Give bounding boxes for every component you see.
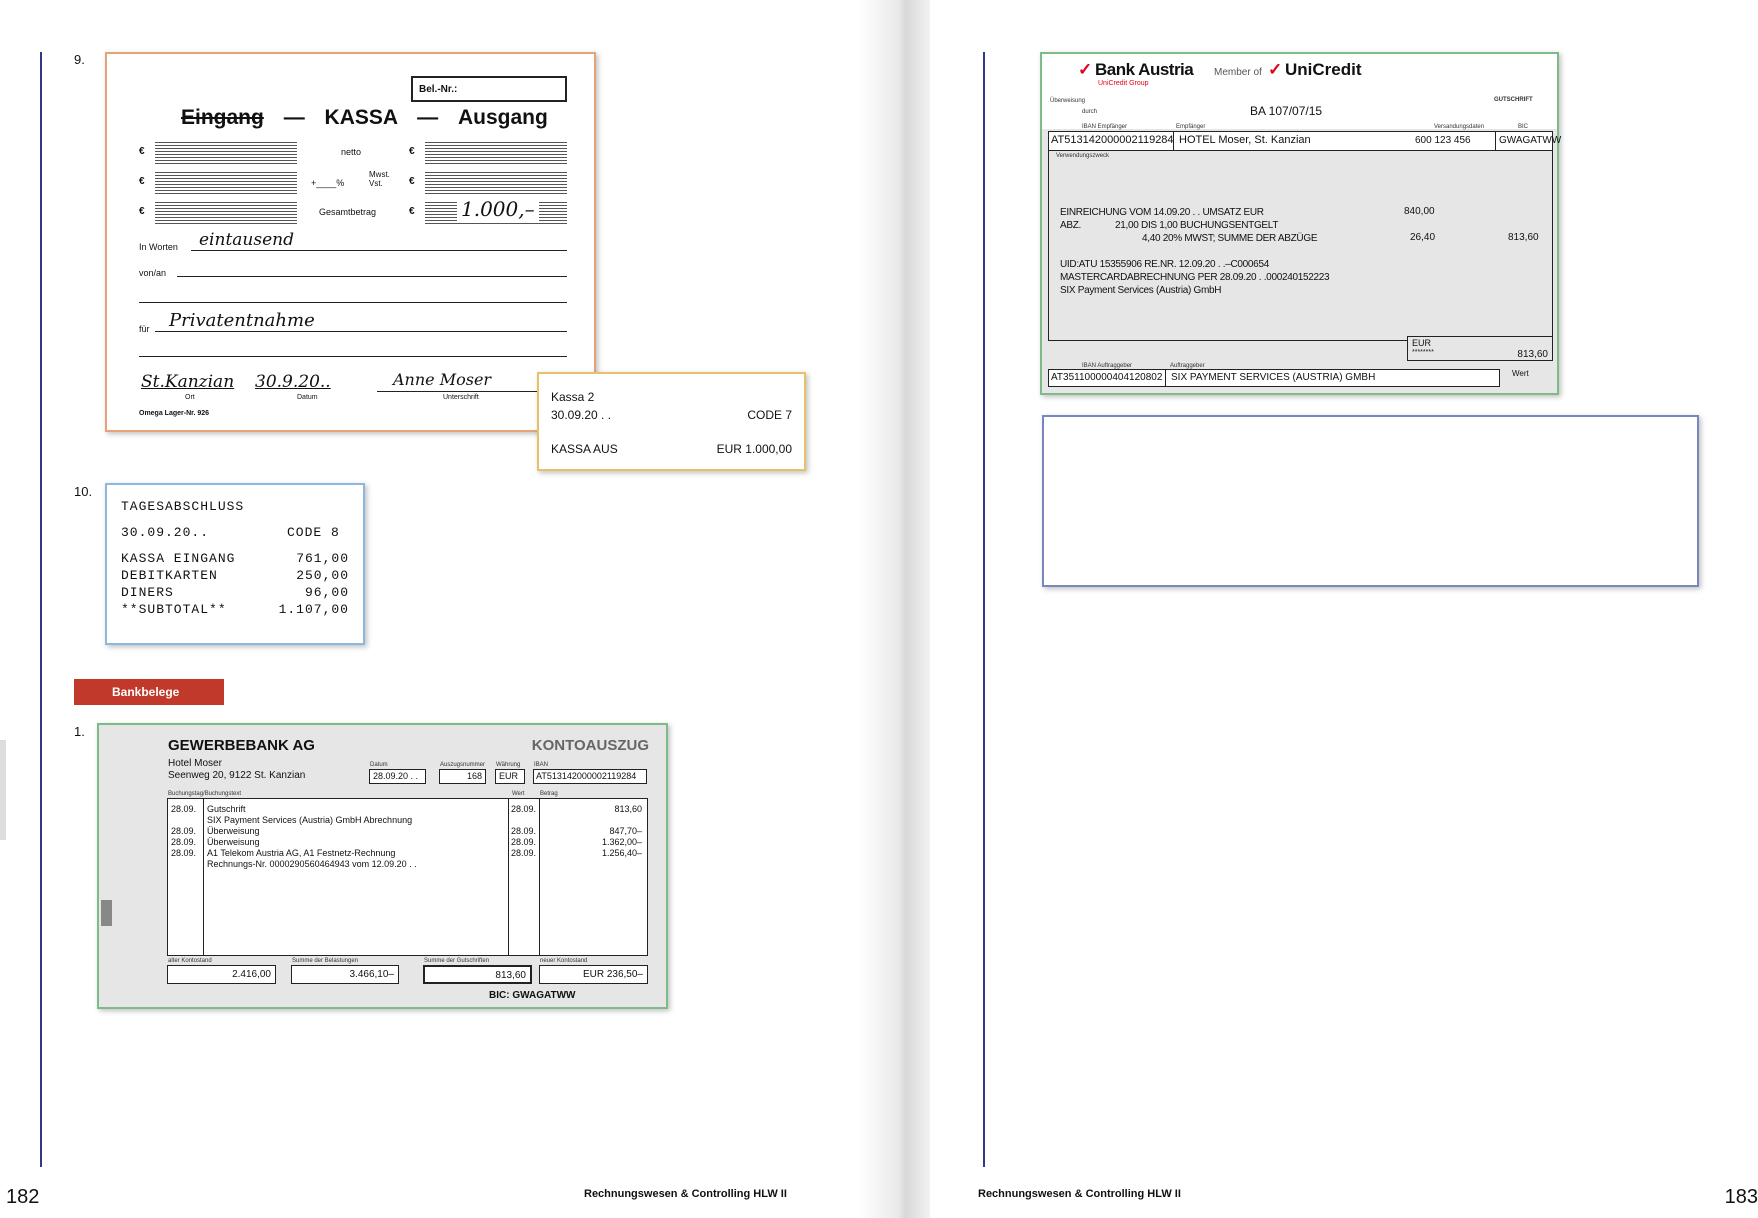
label-vers: Versandungsdaten xyxy=(1434,124,1485,130)
amount-currency: EUR xyxy=(1412,338,1432,348)
datum-value: 28.09.20 . . xyxy=(369,769,426,784)
mwst-vst-label xyxy=(369,170,390,188)
bank-austria-credit-slip xyxy=(1040,52,1562,395)
ueberweisung-label: Überweisung xyxy=(1050,98,1086,104)
underline xyxy=(139,356,567,357)
tx-tag: 28.09. xyxy=(171,837,197,847)
amount-stars: ******** xyxy=(1412,349,1434,356)
item-number-10: 10. xyxy=(74,484,93,499)
net-value: 813,60 xyxy=(1508,232,1539,243)
row-value: 1.107,00 xyxy=(278,602,349,617)
hatched-field xyxy=(425,142,567,164)
abzuege-value: 26,40 xyxy=(1410,232,1436,243)
label-neu: neuer Kontostand xyxy=(540,958,588,964)
underline xyxy=(155,331,567,332)
tx-wert: 28.09. xyxy=(511,848,537,858)
tagesabschluss-receipt xyxy=(105,483,365,645)
kassa-receipt xyxy=(537,372,806,471)
member-of: Member of xyxy=(1214,67,1262,78)
underline xyxy=(191,250,567,251)
zweck-text xyxy=(1060,206,1329,297)
zweck-line: SIX Payment Services (Austria) GmbH xyxy=(1060,285,1222,296)
ort-handwritten: St.Kanzian xyxy=(141,372,235,392)
zweck-abz: ABZ. xyxy=(1060,220,1082,231)
in-worten-label: In Worten xyxy=(139,242,178,252)
tx-tag: 28.09. xyxy=(171,848,197,858)
datum-handwritten: 30.9.20.. xyxy=(255,372,331,392)
label-empf: Empfänger xyxy=(1176,124,1206,130)
tagesabschluss-title: TAGESABSCHLUSS xyxy=(121,499,245,514)
vst-label: Vst. xyxy=(369,179,383,188)
mwst-label: Mwst. xyxy=(369,170,390,179)
waehrung-value: EUR xyxy=(495,769,525,784)
tx-text: A1 Telekom Austria AG, A1 Festnetz-Rechnung xyxy=(207,848,396,858)
euro-sign: € xyxy=(409,176,415,187)
tx-text: Überweisung xyxy=(207,837,260,847)
tagesabschluss-code: CODE 8 xyxy=(287,525,340,540)
label-wert: Wert xyxy=(512,791,525,797)
label-betrag: Betrag xyxy=(540,791,558,797)
page-number-right: 183 xyxy=(1724,1186,1758,1208)
amount-box xyxy=(1407,336,1553,361)
hatched-field xyxy=(155,172,297,194)
tx-tag: 28.09. xyxy=(171,804,197,814)
label-gut: Summe der Gutschriften xyxy=(424,958,490,964)
empf-name: HOTEL Moser, St. Kanzian xyxy=(1179,134,1311,146)
book-spine xyxy=(860,0,930,1218)
gutschrift-label: GUTSCHRIFT xyxy=(1494,97,1533,103)
label-iban-empf: IBAN Empfänger xyxy=(1082,124,1128,130)
receipt-amount: EUR 1.000,00 xyxy=(716,442,792,456)
group-label: UniCredit Group xyxy=(1098,80,1149,87)
label-waehrung: Währung xyxy=(496,762,521,768)
page-edge-tab xyxy=(0,740,6,840)
right-margin-line xyxy=(983,52,985,1167)
bic-footer: BIC: GWAGATWW xyxy=(489,990,576,1001)
underline xyxy=(139,302,567,303)
zweck-line: MASTERCARDABRECHNUNG PER 28.09.20 . .000240152223 xyxy=(1060,272,1330,283)
label-buchung: Buchungstag/Buchungstext xyxy=(168,791,242,797)
netto-label: netto xyxy=(341,147,362,157)
item-number-9: 9. xyxy=(74,52,85,67)
section-label-bankbelege: Bankbelege xyxy=(74,679,224,705)
label-alt: alter Kontostand xyxy=(168,958,212,964)
euro-sign: € xyxy=(139,206,145,217)
doc-title: KONTOAUSZUG xyxy=(531,737,649,754)
label-zweck: Verwendungszweck xyxy=(1056,153,1110,159)
auf-iban: AT351100000404120802 xyxy=(1049,370,1166,386)
zweck-line: 4,40 20% MWST; SUMME DER ABZÜGE xyxy=(1142,233,1318,244)
bank-austria-logo-icon: ✓ xyxy=(1078,60,1093,79)
tx-wert: 28.09. xyxy=(511,837,537,847)
alter-kontostand: 2.416,00 xyxy=(167,965,276,984)
label-datum: Datum xyxy=(370,762,388,768)
label-auszug: Auszugsnummer xyxy=(440,762,486,768)
tx-betrag-col xyxy=(602,804,642,859)
empf-konto: 600 123 456 xyxy=(1415,135,1471,146)
underline xyxy=(177,276,567,277)
title-ausgang: Ausgang xyxy=(457,106,548,129)
summe-belastungen: 3.466,10– xyxy=(291,965,399,984)
tx-betrag: 847,70– xyxy=(609,826,642,836)
label-bic: BIC xyxy=(1518,124,1529,130)
row-label: **SUBTOTAL** xyxy=(121,602,227,617)
tx-betrag: 1.362,00– xyxy=(601,837,642,847)
durch-label: durch xyxy=(1082,109,1098,115)
row-value: 250,00 xyxy=(296,568,349,583)
label-iban-auf: IBAN Auftraggeber xyxy=(1082,363,1133,369)
row-label: DINERS xyxy=(121,585,174,600)
title-dash-1: — xyxy=(283,106,305,129)
row-value: 761,00 xyxy=(296,551,349,566)
unicredit-name: UniCredit xyxy=(1285,60,1362,79)
kassa-title xyxy=(181,106,548,130)
footer-left: Rechnungswesen & Controlling HLW II xyxy=(584,1188,787,1200)
tx-tag xyxy=(171,815,196,826)
transaction-table xyxy=(167,798,648,956)
receipt-line1: Kassa 2 xyxy=(551,390,595,404)
receipt-label: KASSA AUS xyxy=(551,442,618,456)
amount-value: 813,60 xyxy=(1517,349,1548,360)
left-margin-line xyxy=(40,52,42,1167)
fuer-handwritten: Privatentnahme xyxy=(169,310,315,331)
unterschrift-label: Unterschrift xyxy=(443,394,479,401)
kontoauszug-1 xyxy=(97,723,668,1009)
wert-label: Wert xyxy=(1512,369,1529,378)
worten-handwritten: eintausend xyxy=(199,230,294,250)
customer-name: Hotel Moser xyxy=(168,758,222,769)
tx-wert: 28.09. xyxy=(511,826,537,836)
tx-betrag xyxy=(602,815,642,826)
hatched-field xyxy=(425,172,567,194)
tx-text: Rechnungs-Nr. 0000290560464943 vom 12.09.20 . . xyxy=(207,859,417,869)
tx-tag-col xyxy=(171,804,196,859)
zweck-line: EINREICHUNG VOM 14.09.20 . . UMSATZ EUR xyxy=(1060,207,1264,218)
tx-text: SIX Payment Services (Austria) GmbH Abrechnung xyxy=(207,815,413,825)
unicredit-logo-icon: ✓ xyxy=(1268,60,1283,79)
bank-austria-name: Bank Austria xyxy=(1095,60,1194,79)
voucher-footer: Omega Lager-Nr. 926 xyxy=(139,410,210,417)
tx-tag: 28.09. xyxy=(171,826,197,836)
slip-reference: BA 107/07/15 xyxy=(1250,104,1323,118)
page-number-left: 182 xyxy=(6,1186,40,1208)
umsatz-value: 840,00 xyxy=(1404,206,1435,217)
fuer-label: für xyxy=(139,324,150,334)
empf-row xyxy=(1048,131,1562,151)
bank-name: GEWERBEBANK AG xyxy=(168,737,315,754)
row-value: 96,00 xyxy=(304,585,349,600)
receipt-date: 30.09.20 . . xyxy=(551,408,612,422)
ort-label: Ort xyxy=(185,394,195,401)
label-belast: Summe der Belastungen xyxy=(292,958,359,964)
euro-sign: € xyxy=(409,206,415,217)
amount-handwritten: 1.000,– xyxy=(457,197,539,221)
auftraggeber-row xyxy=(1048,369,1500,387)
von-an-label: von/an xyxy=(139,268,167,278)
row-label: KASSA EINGANG xyxy=(121,551,236,566)
hatched-field xyxy=(155,142,297,164)
empf-bic: GWAGATWW xyxy=(1495,132,1552,150)
side-marker xyxy=(101,900,112,926)
zweck-line: 21,00 DIS 1,00 BUCHUNGSENTGELT xyxy=(1115,220,1279,231)
belnr-label: Bel.-Nr.: xyxy=(419,84,458,95)
tx-wert xyxy=(511,815,536,826)
kassa-voucher xyxy=(105,52,596,432)
online-order-1 xyxy=(1042,415,1699,587)
gesamtbetrag-label: Gesamtbetrag xyxy=(319,207,377,217)
label-auf: Auftraggeber xyxy=(1170,363,1205,369)
tx-wert: 28.09. xyxy=(511,804,537,814)
summe-gutschriften: 813,60 xyxy=(423,965,532,984)
tx-wert-col xyxy=(511,804,536,859)
tx-betrag: 1.256,40– xyxy=(601,848,642,858)
tx-text: Gutschrift xyxy=(207,804,246,814)
neuer-kontostand: EUR 236,50– xyxy=(539,965,648,984)
tx-betrag: 813,60 xyxy=(614,804,642,814)
label-iban: IBAN xyxy=(534,762,549,768)
zweck-line: UID:ATU 15355906 RE.NR. 12.09.20 . .–C000654 xyxy=(1060,259,1269,270)
belnr-box xyxy=(411,76,567,102)
row-label: DEBITKARTEN xyxy=(121,568,218,583)
empf-iban: AT513142000002119284 xyxy=(1049,132,1174,150)
title-eingang: Eingang xyxy=(181,106,264,129)
title-kassa: KASSA xyxy=(324,106,398,129)
title-dash-2: — xyxy=(417,106,439,129)
datum-label: Datum xyxy=(297,394,318,401)
auf-name: SIX PAYMENT SERVICES (AUSTRIA) GMBH xyxy=(1171,372,1376,383)
footer-right: Rechnungswesen & Controlling HLW II xyxy=(978,1188,1181,1200)
auszug-value: 168 xyxy=(439,769,486,784)
tx-text: Überweisung xyxy=(207,826,260,836)
euro-sign: € xyxy=(139,176,145,187)
item-number-1: 1. xyxy=(74,724,85,739)
hatched-field xyxy=(155,202,297,224)
tagesabschluss-date: 30.09.20.. xyxy=(121,525,210,540)
tx-text-col xyxy=(207,804,417,870)
customer-address: Seenweg 20, 9122 St. Kanzian xyxy=(168,770,306,781)
euro-sign: € xyxy=(409,146,415,157)
receipt-code: CODE 7 xyxy=(747,408,792,422)
iban-value: AT513142000002119284 xyxy=(533,769,647,784)
mwst-plus: +____% xyxy=(311,178,345,188)
euro-sign: € xyxy=(139,146,145,157)
signature-handwritten: Anne Moser xyxy=(393,370,492,389)
